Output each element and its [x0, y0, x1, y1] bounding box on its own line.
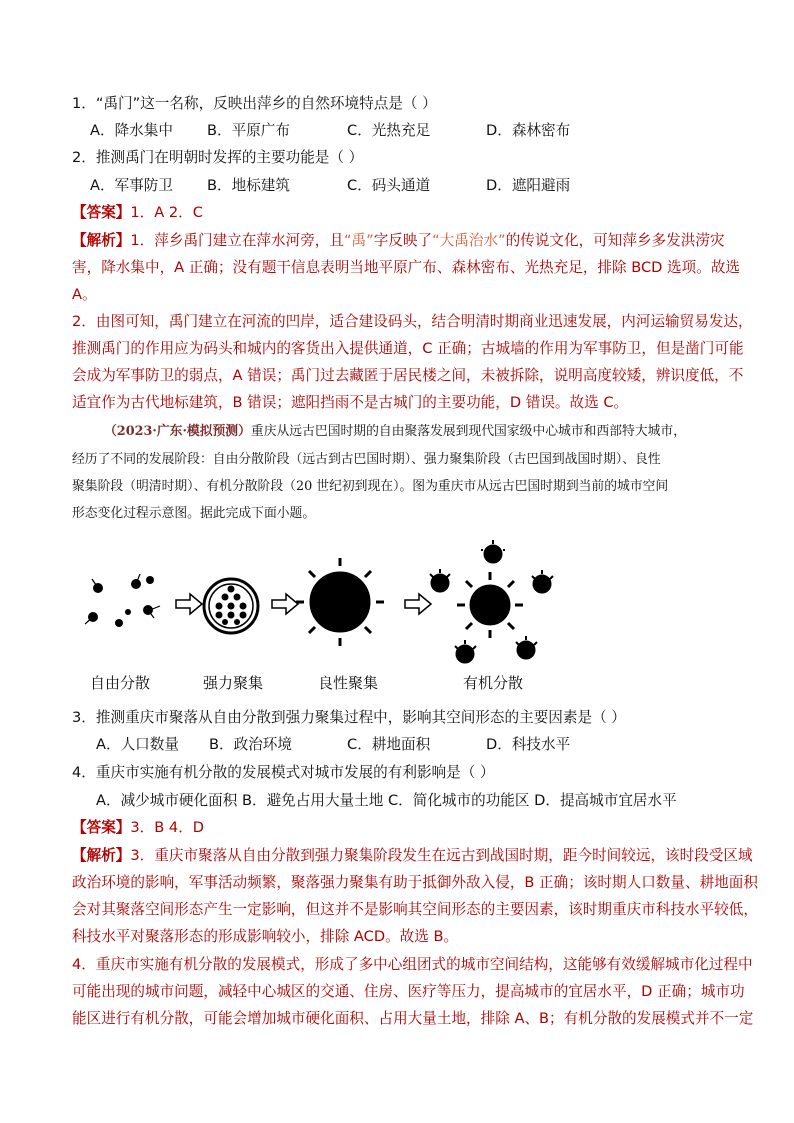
explanation-4-line-2: 可能出现的城市问题，减轻中心城区的交通、住房、医疗等压力，提高城市的宜居水平，D 正确；城市功 — [72, 983, 745, 1000]
explanation-text: 1．萍乡禹门建立在萍水河旁，且 — [130, 232, 344, 249]
explanation-text: 3．重庆市聚落从自由分散到强力聚集阶段发生在远古到战国时期，距今时间较远，该时段受区域 — [130, 847, 753, 864]
explanation-2-line-3: 会成为军事防卫的弱点，A 错误；禹门过去藏匿于居民楼之间，未被拆除，说明高度较矮，辨识度低，不 — [72, 367, 744, 384]
question-4-stem: 4．重庆市实施有机分散的发展模式对城市发展的有利影响是（ ） — [72, 764, 495, 781]
stage-free-scattered — [85, 574, 160, 627]
intro-line-4: 形态变化过程示意图。据此完成下面小题。 — [72, 506, 316, 521]
label-organic-dispersal: 有机分散 — [463, 674, 524, 692]
answer-tag: 【答案】 — [72, 204, 131, 221]
quote-dayu: “大禹治水” — [432, 232, 506, 249]
explanation-2-line-1: 2．由图可知，禹门建立在河流的凹岸，适合建设码头，结合明清时期商业迅速发展，内河运输贸易发达， — [72, 313, 753, 330]
intro-line-2: 经历了不同的发展阶段：自由分散阶段（远古到古巴国时期）、强力聚集阶段（古巴国到战国时期）、良性 — [72, 452, 661, 467]
intro-line-3: 聚集阶段（明清时期）、有机分散阶段（20 世纪初到现在）。图为重庆市从远古巴国时期到当前的城市空间 — [72, 479, 669, 494]
explanation-3-line-2: 政治环境的影响，军事活动频繁，聚落强力聚集有助于抵御外敌入侵，B 正确；该时期人口数量、耕地面积 — [72, 874, 758, 891]
q2-option-c: C．码头通道 — [347, 177, 431, 194]
explanation-4-line-3: 能区进行有机分散，可能会增加城市硬化面积、占用大量土地，排除 A、B；有机分散的发展模式并不一定 — [72, 1010, 754, 1027]
quote-yu: “禹” — [344, 232, 374, 249]
q4-options: A．减少城市硬化面积 B．避免占用大量土地 C．简化城市的功能区 D．提高城市宜居水平 — [96, 792, 677, 809]
q2-option-a: A．军事防卫 — [90, 177, 173, 194]
explanation-text: 的传说文化，可知萍乡多发洪涝灾 — [505, 232, 725, 249]
hollow-right-arrow-1 — [176, 594, 202, 614]
question-1-stem: 1．“禹门”这一名称，反映出萍乡的自然环境特点是（ ） — [72, 95, 437, 112]
answer-text: 1．A 2．C — [130, 204, 203, 221]
question-2-stem: 2．推测禹门在明朝时发挥的主要功能是（ ） — [72, 149, 364, 166]
explanation-1-line-3: A。 — [72, 286, 97, 303]
label-benign-gathering: 良性聚集 — [318, 674, 379, 692]
explanation-3-line-1 — [72, 846, 753, 866]
source-tag: （2023·广东·模拟预测） — [104, 424, 251, 439]
hollow-right-arrow-2 — [272, 594, 298, 614]
answer-tag: 【答案】 — [72, 819, 131, 836]
answer-text: 3．B 4．D — [130, 819, 205, 836]
q3-option-b: B．政治环境 — [209, 736, 292, 753]
q1-option-d: D．森林密布 — [486, 122, 571, 139]
explanation-2-line-2: 推测禹门的作用应为码头和城内的客货出入提供通道，C 正确；古城墙的作用为军事防卫，但是凿门可能 — [72, 340, 744, 357]
explanation-2-line-4: 适宜作为古代地标建筑，B 错误；遮阳挡雨不是古城门的主要功能，D 错误。故选 C。 — [72, 394, 629, 411]
explanation-3-line-3: 会对其聚落空间形态产生一定影响，但这并不是影响其空间形态的主要因素，该时期重庆市科技水平较低， — [72, 901, 758, 918]
stage-organic-dispersal — [430, 540, 553, 663]
stage-benign-gathering — [296, 558, 384, 646]
intro-text: 重庆从远古巴国时期的自由聚落发展到现代国家级中心城市和西部特大城市， — [250, 424, 686, 439]
q1-option-b: B．平原广布 — [207, 122, 290, 139]
explanation-text: 字反映了 — [373, 232, 433, 249]
q3-option-c: C．耕地面积 — [347, 736, 431, 753]
q2-option-d: D．遮阳避雨 — [486, 177, 571, 194]
answer-line-2 — [72, 818, 734, 838]
q1-option-a: A．降水集中 — [90, 122, 173, 139]
stage-strong-gathering — [204, 579, 258, 633]
explanation-1-line-2: 害，降水集中，A 正确；没有题干信息表明当地平原广布、森林密布、光热充足，排除 BCD 选项。故选 — [72, 259, 741, 276]
q3-option-a: A．人口数量 — [96, 736, 179, 753]
label-strong-gathering: 强力聚集 — [203, 674, 264, 692]
explanation-3-line-4: 科技水平对聚落形态的形成影响较小，排除 ACD。故选 B。 — [72, 928, 459, 945]
label-free-scattered: 自由分散 — [90, 674, 151, 692]
explanation-tag: 【解析】 — [72, 847, 131, 864]
explanation-tag: 【解析】 — [72, 232, 131, 249]
question-3-stem: 3．推测重庆市聚落从自由分散到强力聚集过程中，影响其空间形态的主要因素是（ ） — [72, 709, 626, 726]
hollow-right-arrow-3 — [405, 594, 431, 614]
q2-option-b: B．地标建筑 — [207, 177, 290, 194]
q3-option-d: D．科技水平 — [486, 736, 571, 753]
q1-option-c: C．光热充足 — [347, 122, 431, 139]
explanation-4-line-1: 4．重庆市实施有机分散的发展模式，形成了多中心组团式的城市空间结构，这能够有效缓解城市化过程中 — [72, 956, 753, 973]
